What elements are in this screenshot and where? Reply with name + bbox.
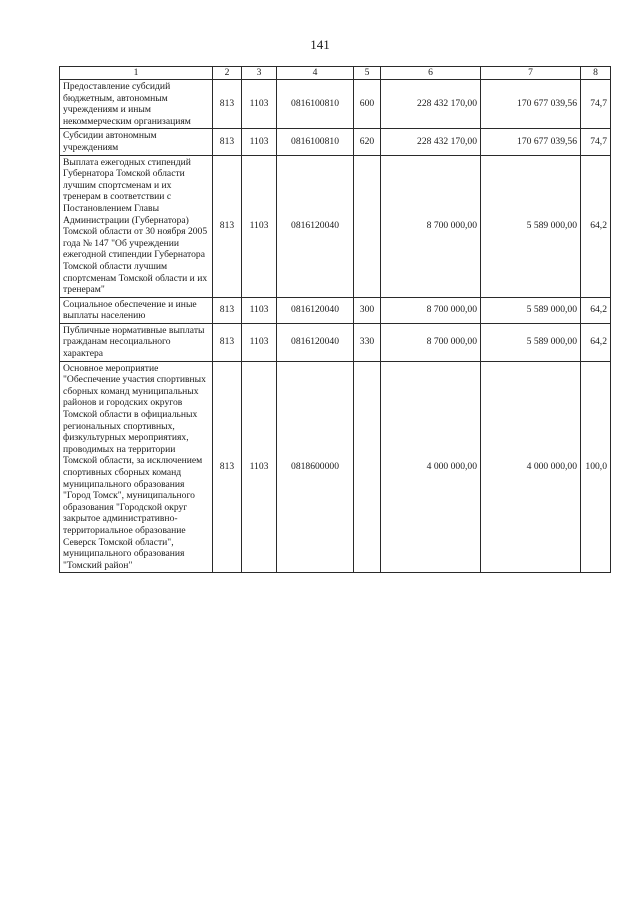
table-row: [60, 129, 611, 155]
ministry-code: 813: [213, 297, 242, 323]
row-description: Выплата ежегодных стипендий Губернатора Томской области лучшим спортсменам и их тренерам в соответствии с Постановлением Главы Администрации (Губернатора) Томской области от 30 ноября 2005 года № 147 "Об учреждении ежегодной стипендии Губернатора Томской области лучшим спортсменам Томской области и их тренерам": [60, 155, 213, 297]
planned-amount: 8 700 000,00: [381, 155, 481, 297]
execution-percent: 74,7: [581, 80, 611, 129]
table-header-row: [60, 67, 611, 80]
executed-amount: 5 589 000,00: [481, 297, 581, 323]
column-header: 4: [277, 67, 354, 80]
row-description: Публичные нормативные выплаты гражданам несоциального характера: [60, 323, 213, 361]
row-description: Предоставление субсидий бюджетным, автономным учреждениям и иным некоммерческим организациям: [60, 80, 213, 129]
expense-type-code: 620: [354, 129, 381, 155]
section-code: 1103: [242, 361, 277, 573]
planned-amount: 4 000 000,00: [381, 361, 481, 573]
target-article-code: 0816100810: [277, 80, 354, 129]
ministry-code: 813: [213, 323, 242, 361]
executed-amount: 4 000 000,00: [481, 361, 581, 573]
expense-type-code: 600: [354, 80, 381, 129]
column-header: 7: [481, 67, 581, 80]
page-number: 141: [310, 37, 330, 52]
ministry-code: 813: [213, 80, 242, 129]
ministry-code: 813: [213, 155, 242, 297]
planned-amount: 8 700 000,00: [381, 323, 481, 361]
ministry-code: 813: [213, 129, 242, 155]
target-article-code: 0816120040: [277, 297, 354, 323]
budget-table: [59, 66, 611, 573]
row-description: Социальное обеспечение и иные выплаты населению: [60, 297, 213, 323]
executed-amount: 5 589 000,00: [481, 155, 581, 297]
section-code: 1103: [242, 155, 277, 297]
execution-percent: 74,7: [581, 129, 611, 155]
column-header: 1: [60, 67, 213, 80]
execution-percent: 64,2: [581, 297, 611, 323]
execution-percent: 64,2: [581, 155, 611, 297]
column-header: 3: [242, 67, 277, 80]
row-description: Основное мероприятие "Обеспечение участия спортивных сборных команд муниципальных районов и городских округов Томской области в официальных региональных спортивных, физкультурных мероприятиях, проводимых на территории Томской области, за исключением спортивных сборных команд муниципального образования "Город Томск", муниципального образования "Городской округ закрытое административно-территориальное образование Северск Томской области", муниципального образования "Томский район": [60, 361, 213, 573]
planned-amount: 8 700 000,00: [381, 297, 481, 323]
execution-percent: 100,0: [581, 361, 611, 573]
section-code: 1103: [242, 323, 277, 361]
table-row: [60, 361, 611, 573]
table-row: [60, 323, 611, 361]
column-header: 8: [581, 67, 611, 80]
expense-type-code: 330: [354, 323, 381, 361]
section-code: 1103: [242, 297, 277, 323]
table-row: [60, 80, 611, 129]
executed-amount: 5 589 000,00: [481, 323, 581, 361]
expense-type-code: [354, 361, 381, 573]
planned-amount: 228 432 170,00: [381, 80, 481, 129]
table-row: [60, 155, 611, 297]
target-article-code: 0816100810: [277, 129, 354, 155]
table-row: [60, 297, 611, 323]
execution-percent: 64,2: [581, 323, 611, 361]
column-header: 5: [354, 67, 381, 80]
column-header: 2: [213, 67, 242, 80]
target-article-code: 0816120040: [277, 323, 354, 361]
executed-amount: 170 677 039,56: [481, 80, 581, 129]
section-code: 1103: [242, 80, 277, 129]
executed-amount: 170 677 039,56: [481, 129, 581, 155]
column-header: 6: [381, 67, 481, 80]
expense-type-code: [354, 155, 381, 297]
expense-type-code: 300: [354, 297, 381, 323]
planned-amount: 228 432 170,00: [381, 129, 481, 155]
target-article-code: 0818600000: [277, 361, 354, 573]
ministry-code: 813: [213, 361, 242, 573]
row-description: Субсидии автономным учреждениям: [60, 129, 213, 155]
section-code: 1103: [242, 129, 277, 155]
target-article-code: 0816120040: [277, 155, 354, 297]
